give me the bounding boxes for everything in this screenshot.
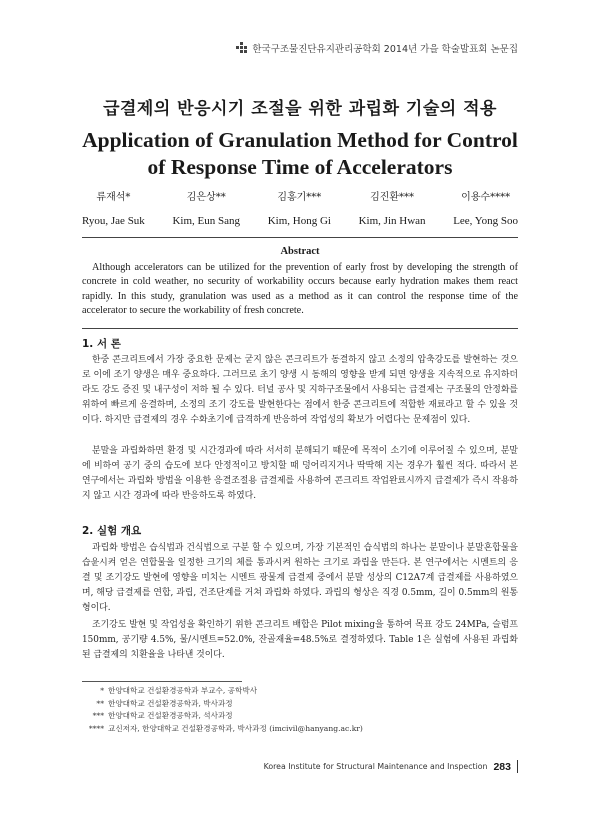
body-paragraph: 조기강도 발현 및 작업성을 확인하기 위한 콘크리트 배합은 Pilot mixing을 통하여 목표 강도 24MPa, 슬럼프 150mm, 공기량 4.5%, 물/시멘트=52.0%, 잔골재율=48.5%로 결정하였다. Table 1은 실험에 사용된 과립화된 급결제의 치환율을 나타낸 것이다.: [82, 620, 518, 661]
author-name-korean: 김홍기***: [277, 192, 322, 203]
title-english: [0, 127, 600, 181]
footer-organization: Korea Institute for Structural Maintenance and Inspection: [263, 762, 488, 771]
body-paragraph: 과립화 방법은 습식법과 건식법으로 구분 할 수 있으며, 가장 기본적인 습식법의 하나는 분말이나 분말혼합물을 습윤시켜 얻은 연합물을 일정한 크기의 체를 통과시켜 원하는 크기로 과립을 만든다. 본 연구에서는 시멘트의 응결 및 조기강도 발현에 영향을 미치는 시멘트 광물계 급결제 중에서 분말 성상의 C12A7계 급결제를 사용하였으며, 해당 급결제를 연합, 과립, 건조단계를 거쳐 과립화 하였다. 과립의 형상은 직경 0.5mm, 길이 0.5mm의 원통형이다.: [82, 543, 518, 614]
footnote-text: 한양대학교 건설환경공학과, 석사과정: [108, 711, 233, 721]
footnote-rule: [82, 681, 242, 682]
footnote: [82, 698, 518, 711]
author-name-english: Lee, Yong Soo: [453, 215, 518, 227]
title-english-line1: Application of Granulation Method for Control: [82, 128, 518, 152]
running-header: [236, 41, 518, 55]
author: [82, 188, 145, 227]
society-logo-icon: [236, 42, 248, 54]
header-text: 한국구조물진단유지관리공학회 2014년 가을 학술발표회 논문집: [252, 44, 518, 55]
footnote: [82, 723, 518, 736]
abstract-text: Although accelerators can be utilized for the prevention of early frost by developing the strength of concrete in cold weather, no security of workability occurs because early hydration makes them react rapidly. In this study, granulation was used as a method as it can control the response time of the accelerator to secure the workability of fresh concrete.: [82, 262, 518, 317]
author-list: [82, 188, 518, 227]
footnote-mark: **: [96, 698, 104, 708]
author-name-english: Kim, Hong Gi: [267, 215, 331, 227]
section-heading-experiment: 2. 실험 개요: [82, 525, 142, 537]
author-name-english: Kim, Eun Sang: [172, 215, 241, 227]
footnote: [82, 685, 518, 698]
title-english-line2: of Response Time of Accelerators: [147, 155, 453, 179]
footnotes: [82, 685, 518, 735]
footnote-text: 한양대학교 건설환경공학과, 박사과정: [108, 698, 233, 708]
author-name-korean: 이용수****: [461, 192, 511, 203]
author-name-english: Ryou, Jae Suk: [82, 215, 145, 227]
body-paragraph: 분말을 과립화하면 환경 및 시간경과에 따라 서서히 분해되기 때문에 목적이 소기에 이루어질 수 있으며, 분말에 비하여 공기 중의 습도에 보다 안정적이고 방치할 때 덩어리지거나 딱딱해 지는 경우가 훨씬 적다. 따라서 본 연구에서는 과립화 방법을 이용한 응결조절용 급결제를 사용하여 콘크리트 작업완료시까지 급결제가 즉시 작용하지 않고 시간 경과에 따라 반응하도록 하였다.: [82, 446, 518, 502]
abstract-top-rule: [82, 237, 518, 238]
title-korean: 급결제의 반응시기 조절을 위한 과립화 기술의 적용: [103, 99, 497, 119]
footnote-text: 한양대학교 건설환경공학과 부교수, 공학박사: [108, 686, 258, 695]
abstract-heading: Abstract: [280, 246, 320, 257]
running-footer: [264, 760, 518, 773]
page-number: 283: [493, 760, 511, 773]
author-name-english: Kim, Jin Hwan: [358, 215, 426, 227]
footnote-text: 교신저자, 한양대학교 건설환경공학과, 박사과정 (imcivil@hanyang.ac.kr): [108, 723, 363, 733]
footer-divider: [517, 760, 518, 773]
footnote: [82, 710, 518, 723]
section-heading-introduction: 1. 서 론: [82, 338, 121, 350]
footnote-mark: ***: [92, 711, 104, 721]
abstract-bottom-rule: [82, 328, 518, 329]
author-name-korean: 류재석*: [96, 192, 131, 203]
footnote-mark: ****: [88, 723, 104, 733]
footnote-mark: *: [100, 686, 104, 695]
author: [172, 188, 240, 227]
author: [268, 188, 331, 227]
author-name-korean: 김은상**: [186, 192, 226, 203]
body-paragraph: 한중 콘크리트에서 가장 중요한 문제는 굳지 않은 콘크리트가 동결하지 않고 소정의 압축강도를 발현하는 것으로 이에 조기 양생은 매우 중요하다. 그러므로 초기 양생 시 동해의 영향을 받게 되면 양생을 지속적으로 유지하더라도 강도 증진 및 내구성이 저하 될 수 있다. 터널 공사 및 지하구조물에서 사용되는 급결제는 구조물의 안정화를 위하여 빠르게 응결하며, 소정의 조기 강도를 발현한다는 점에서 한중 콘크리트에 적합한 재료라고 할 수 있을 것이다. 하지만 급결제의 경우 수화초기에 급격하게 반응하여 작업성의 확보가 어렵다는 문제점이 있다.: [82, 355, 518, 426]
author: [453, 188, 518, 227]
author-name-korean: 김진환***: [370, 192, 415, 203]
author: [359, 188, 426, 227]
